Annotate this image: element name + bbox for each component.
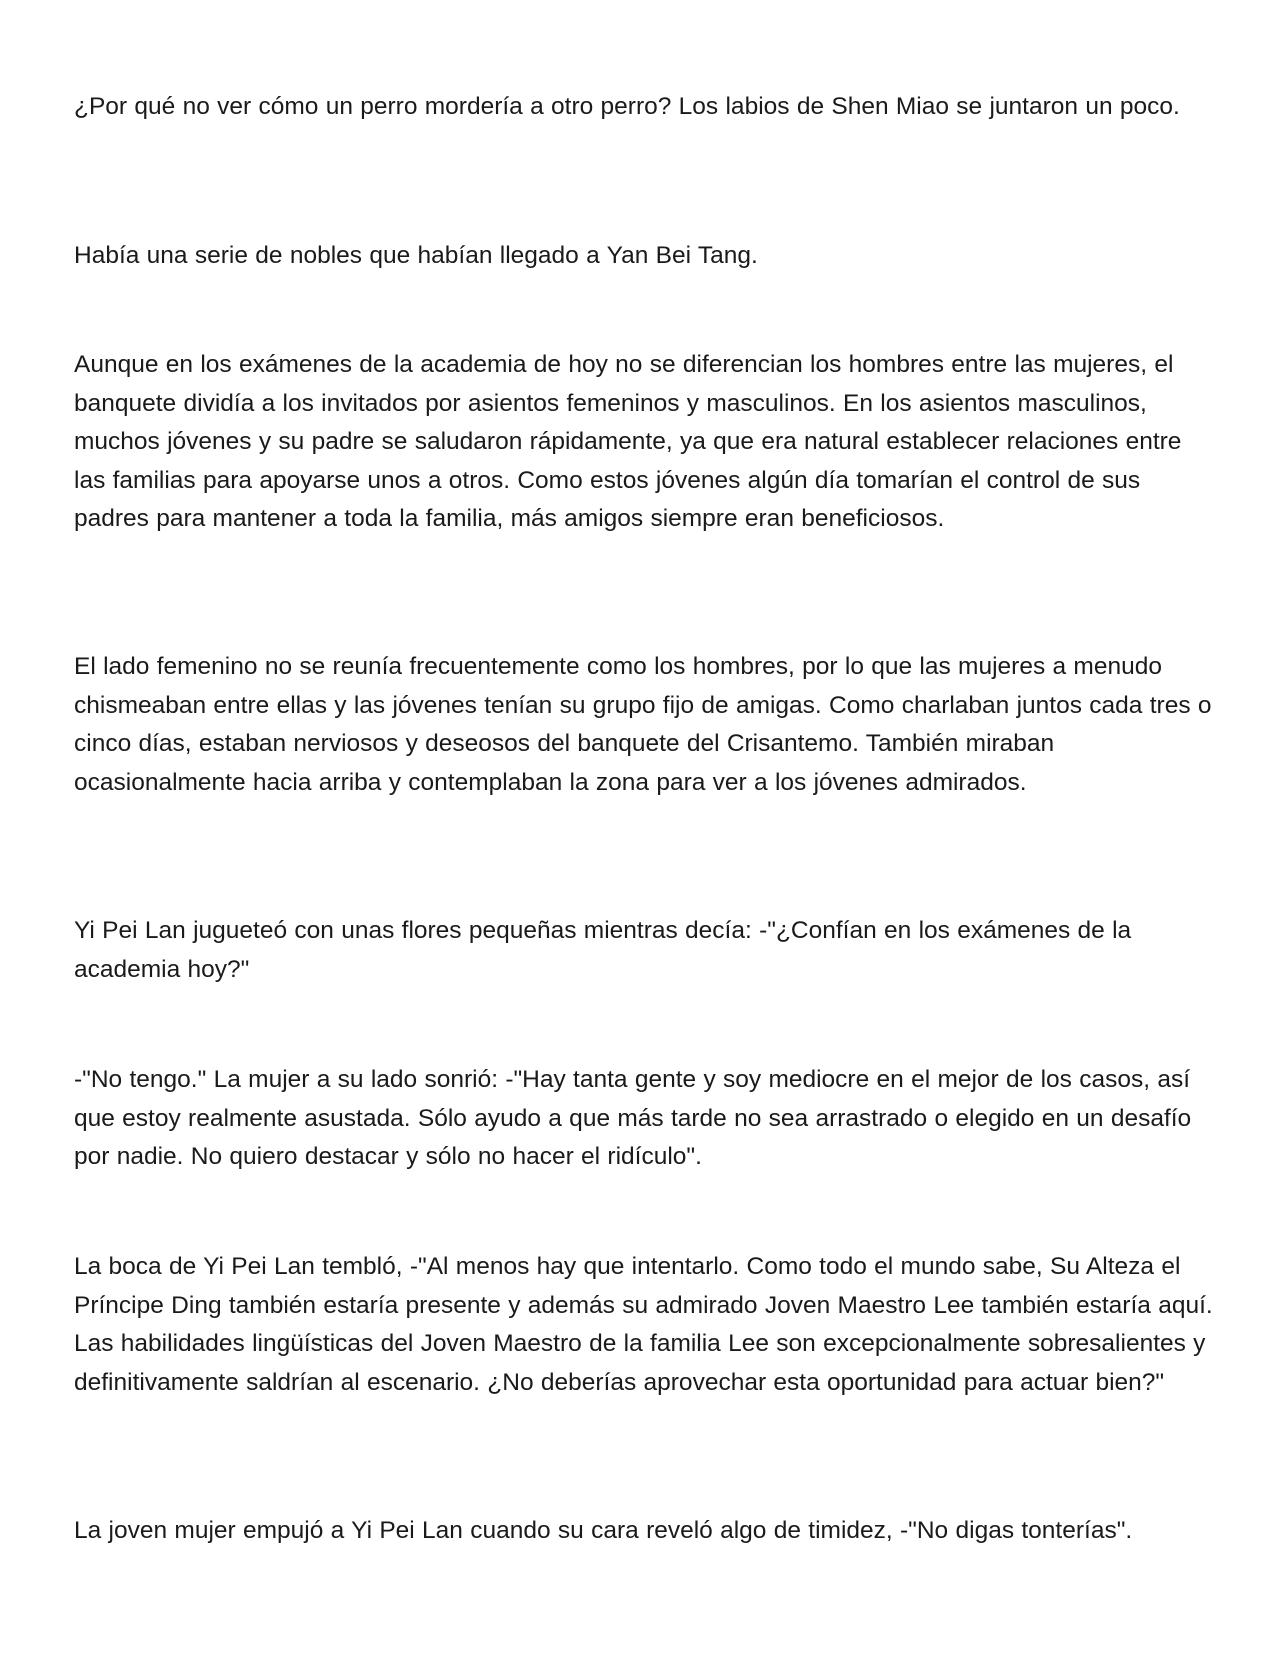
paragraph: Había una serie de nobles que habían llegado a Yan Bei Tang. bbox=[74, 242, 758, 269]
paragraph: La boca de Yi Pei Lan tembló, -"Al menos hay que intentarlo. Como todo el mundo sabe, Su Alteza el Príncipe Ding también estaría presente y además su admirado Joven Maestro Lee también estaría aquí. Las habilidades lingüísticas del Joven Maestro de la familia Lee son excepcionalmente sobresalientes y definitivamente saldrían al escenario. ¿No deberías aprovechar esta oportunidad para actuar bien?" bbox=[74, 1253, 1213, 1396]
paragraph: El lado femenino no se reunía frecuentemente como los hombres, por lo que las mujeres a menudo chismeaban entre ellas y las jóvenes tenían su grupo fijo de amigas. Como charlaban juntos cada tres o cinco días, estaban nerviosos y deseosos del banquete del Crisantemo. También miraban ocasionalmente hacia arriba y contemplaban la zona para ver a los jóvenes admirados. bbox=[74, 653, 1212, 796]
paragraph: -"No tengo." La mujer a su lado sonrió: -"Hay tanta gente y soy mediocre en el mejor de los casos, así que estoy realmente asustada. Sólo ayudo a que más tarde no sea arrastrado o elegido en un desafío por nadie. No quiero destacar y sólo no hacer el ridículo". bbox=[74, 1066, 1192, 1171]
paragraph: La joven mujer empujó a Yi Pei Lan cuando su cara reveló algo de timidez, -"No digas tonterías". bbox=[74, 1517, 1133, 1544]
paragraph: Yi Pei Lan jugueteó con unas flores pequeñas mientras decía: -"¿Confían en los exámenes de la academia hoy?" bbox=[74, 917, 1132, 983]
paragraph: Aunque en los exámenes de la academia de hoy no se diferencian los hombres entre las mujeres, el banquete dividía a los invitados por asientos femeninos y masculinos. En los asientos masculinos, muchos jóvenes y su padre se saludaron rápidamente, ya que era natural establecer relaciones entre las familias para apoyarse unos a otros. Como estos jóvenes algún día tomarían el control de sus padres para mantener a toda la familia, más amigos siempre eran beneficiosos. bbox=[74, 351, 1182, 533]
paragraph: ¿Por qué no ver cómo un perro mordería a otro perro? Los labios de Shen Miao se juntaron un poco. bbox=[74, 93, 1180, 120]
